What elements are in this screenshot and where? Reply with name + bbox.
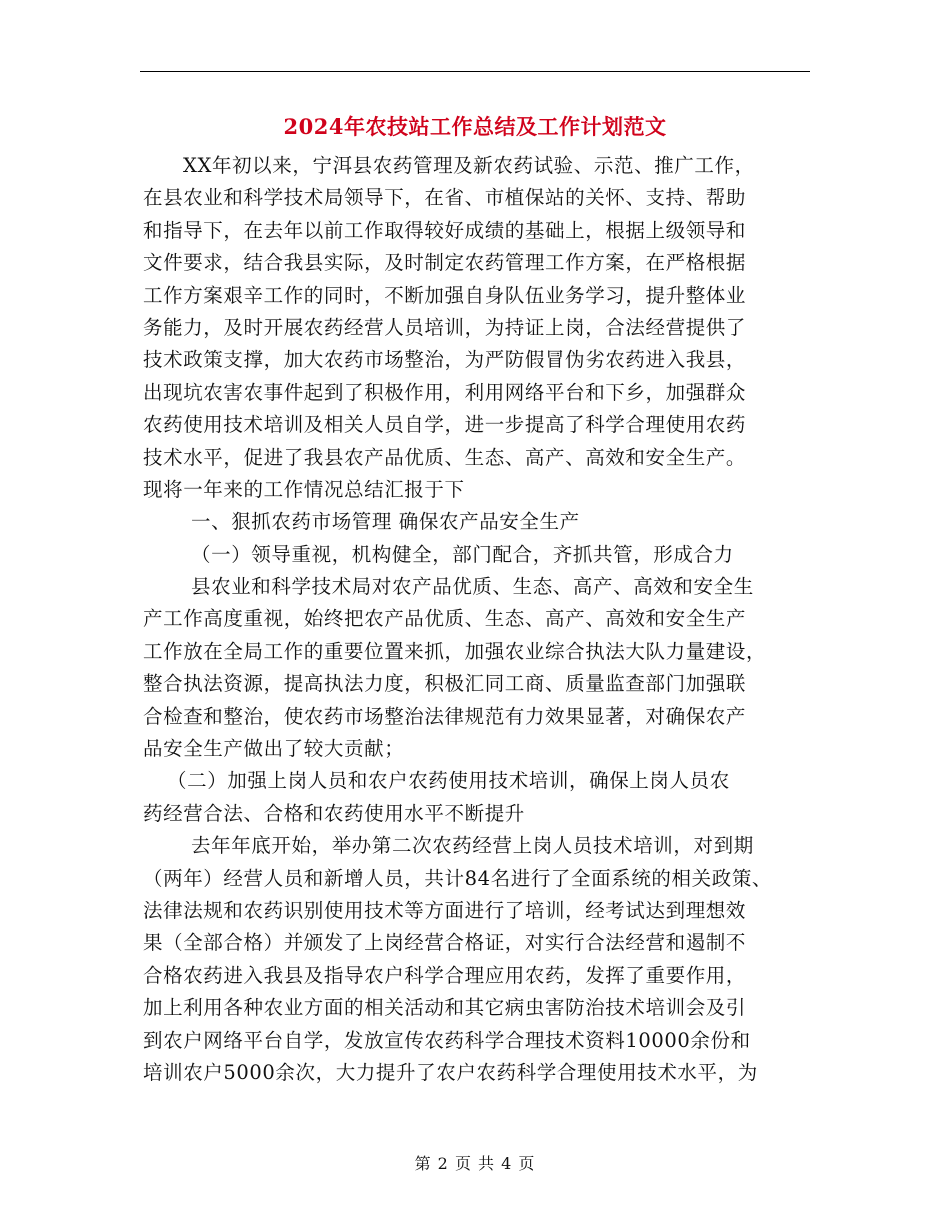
paragraph-line: 产工作高度重视，始终把农产品优质、生态、高产、高效和安全生产 bbox=[143, 607, 747, 631]
paragraph-line: 和指导下，在去年以前工作取得较好成绩的基础上，根据上级领导和 bbox=[143, 218, 747, 242]
paragraph-line: 县农业和科学技术局对农产品优质、生态、高产、高效和安全生 bbox=[191, 575, 754, 599]
page-number: 第 2 页 共 4 页 bbox=[414, 1154, 536, 1173]
paragraph-line: 到农户网络平台自学，发放宣传农药科学合理技术资料10000余份和 bbox=[143, 1028, 751, 1052]
paragraph-line: 技术政策支撑，加大农药市场整治，为严防假冒伪劣农药进入我县， bbox=[143, 348, 747, 372]
paragraph-line: 合检查和整治，使农药市场整治法律规范有力效果显著，对确保农产 bbox=[143, 704, 747, 728]
paragraph-line: 培训农户5000余次，大力提升了农户农药科学合理使用技术水平，为 bbox=[143, 1060, 758, 1084]
paragraph-line: 现将一年来的工作情况总结汇报于下 bbox=[143, 477, 465, 501]
subsection-heading: （二）加强上岗人员和农户农药使用技术培训，确保上岗人员农 bbox=[167, 769, 730, 793]
paragraph-line: 果（全部合格）并颁发了上岗经营合格证，对实行合法经营和遏制不 bbox=[143, 931, 747, 955]
paragraph-line: 去年年底开始，举办第二次农药经营上岗人员技术培训，对到期 bbox=[191, 834, 754, 858]
paragraph-line: （两年）经营人员和新增人员，共计84名进行了全面系统的相关政策、 bbox=[143, 866, 773, 890]
paragraph-line: 在县农业和科学技术局领导下，在省、市植保站的关怀、支持、帮助 bbox=[143, 186, 747, 210]
paragraph-line: 出现坑农害农事件起到了积极作用，利用网络平台和下乡，加强群众 bbox=[143, 380, 747, 404]
paragraph-line: 农药使用技术培训及相关人员自学，进一步提高了科学合理使用农药 bbox=[143, 413, 747, 437]
paragraph-line: XX年初以来，宁洱县农药管理及新农药试验、示范、推广工作， bbox=[183, 154, 755, 177]
paragraph-line: 加上利用各种农业方面的相关活动和其它病虫害防治技术培训会及引 bbox=[143, 996, 747, 1020]
paragraph-line: 务能力，及时开展农药经营人员培训，为持证上岗，合法经营提供了 bbox=[143, 315, 747, 339]
header-rule bbox=[140, 71, 810, 72]
paragraph-line: 文件要求，结合我县实际，及时制定农药管理工作方案，在严格根据 bbox=[143, 251, 747, 275]
subsection-heading: （一）领导重视，机构健全，部门配合，齐抓共管，形成合力 bbox=[191, 542, 734, 566]
paragraph-line: 药经营合法、合格和农药使用水平不断提升 bbox=[143, 801, 525, 825]
document-body bbox=[143, 150, 813, 1089]
paragraph-line: 工作放在全局工作的重要位置来抓，加强农业综合执法大队力量建设， bbox=[143, 639, 767, 663]
document-title: 2024年农技站工作总结及工作计划范文 bbox=[283, 114, 667, 139]
section-heading: 一、狠抓农药市场管理 确保农产品安全生产 bbox=[191, 510, 580, 534]
paragraph-line: 法律法规和农药识别使用技术等方面进行了培训，经考试达到理想效 bbox=[143, 898, 747, 922]
paragraph-line: 合格农药进入我县及指导农户科学合理应用农药，发挥了重要作用， bbox=[143, 963, 747, 987]
paragraph-line: 工作方案艰辛工作的同时，不断加强自身队伍业务学习，提升整体业 bbox=[143, 283, 747, 307]
paragraph-line: 品安全生产做出了较大贡献； bbox=[143, 737, 405, 761]
paragraph-line: 整合执法资源，提高执法力度，积极汇同工商、质量监查部门加强联 bbox=[143, 672, 747, 696]
paragraph-line: 技术水平，促进了我县农产品优质、生态、高产、高效和安全生产。 bbox=[143, 445, 747, 469]
